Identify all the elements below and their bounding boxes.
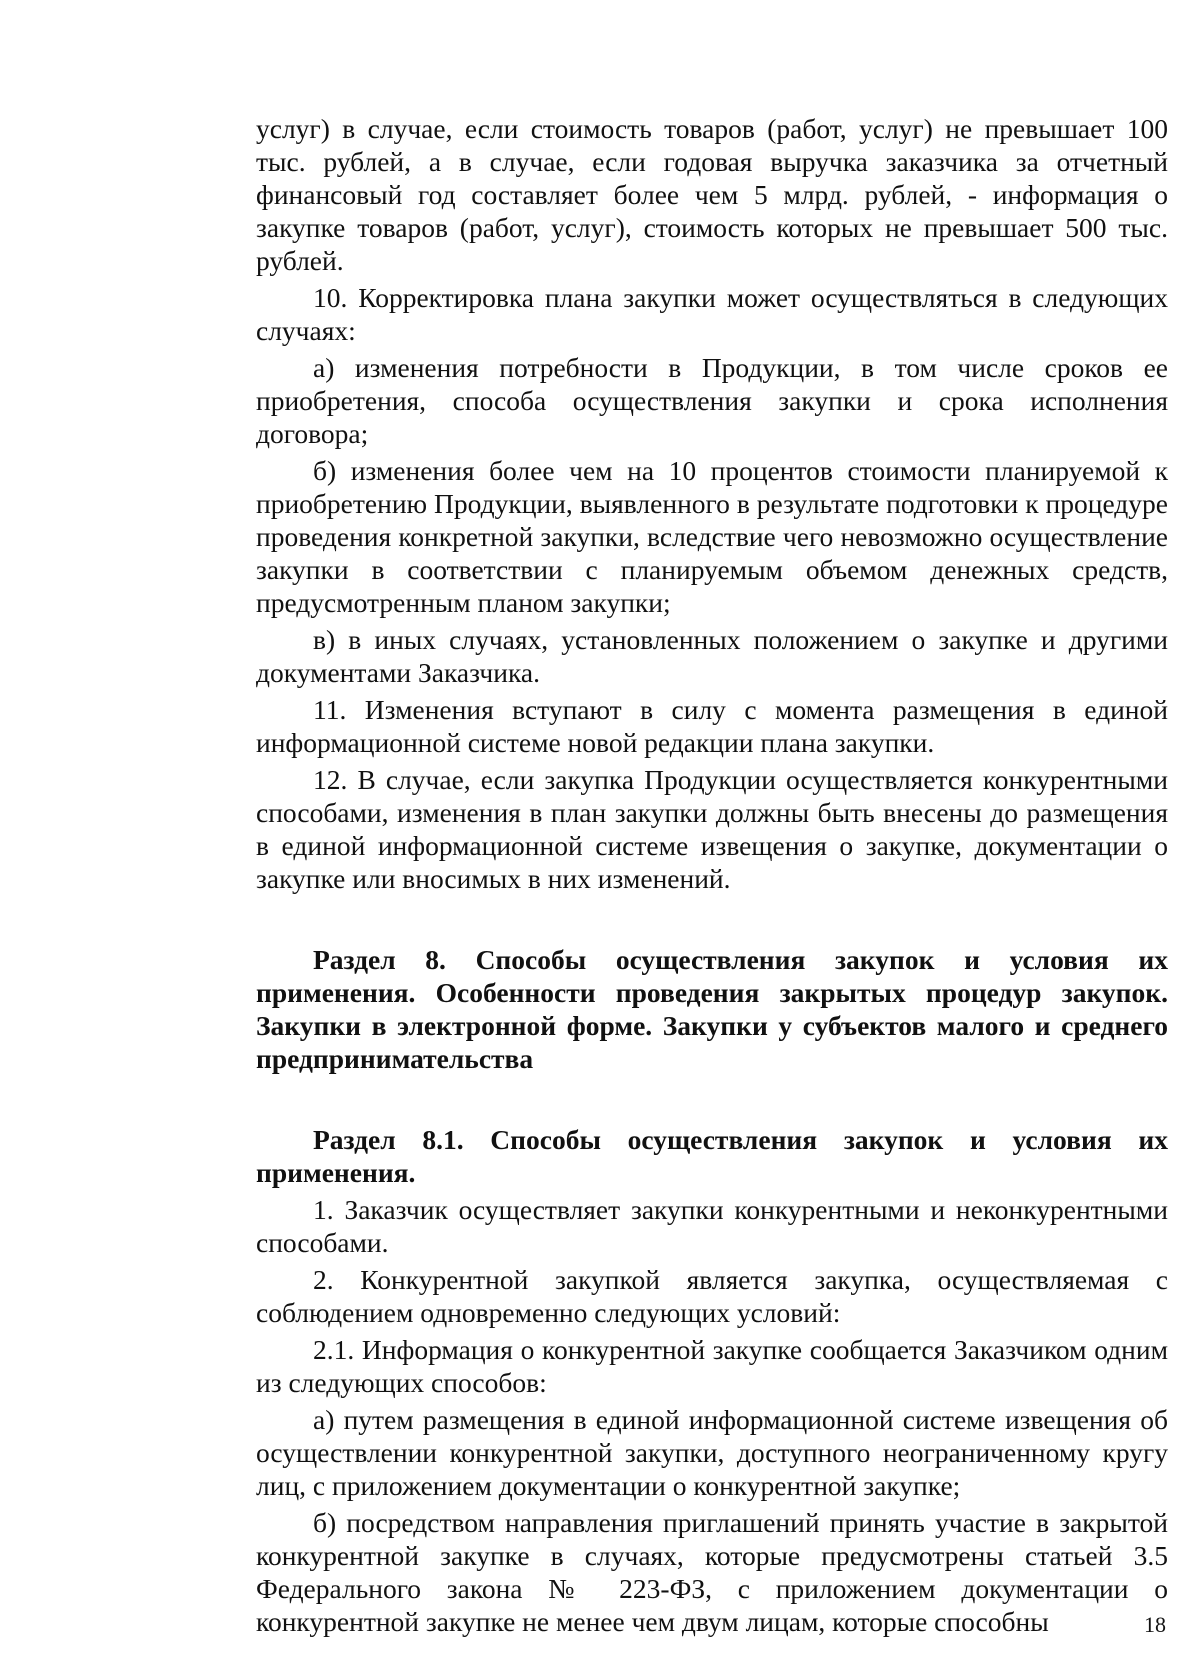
- paragraph-item-2: 2. Конкурентной закупкой является закупка, осуществляемая с соблюдением одновременно следующих условий:: [256, 1264, 1168, 1328]
- paragraph-item-10c: в) в иных случаях, установленных положением о закупке и другими документами Заказчика.: [256, 624, 1168, 688]
- paragraph-item-11: 11. Изменения вступают в силу с момента размещения в единой информационной системе новой редакции плана закупки.: [256, 694, 1168, 758]
- paragraph-continuation: услуг) в случае, если стоимость товаров (работ, услуг) не превышает 100 тыс. рублей, а в случае, если годовая выручка заказчика за отчетный финансовый год составляет более чем 5 млрд. рублей, - информация о закупке товаров (работ, услуг), стоимость которых не превышает 500 тыс. рублей.: [256, 113, 1168, 276]
- paragraph-item-2-1b: б) посредством направления приглашений принять участие в закрытой конкурентной закупке в случаях, которые предусмотрены статьей 3.5 Федерального закона № 223-ФЗ, с приложением документации о конкурентной закупке не менее чем двум лицам, которые способны: [256, 1507, 1168, 1637]
- document-page: [256, 112, 1168, 1642]
- subsection-heading: Раздел 8.1. Способы осуществления закупок и условия их применения.: [256, 1124, 1168, 1188]
- paragraph-item-10b: б) изменения более чем на 10 процентов стоимости планируемой к приобретению Продукции, выявленного в результате подготовки к процедуре проведения конкретной закупки, вследствие чего невозможно осуществление закупки в соответствии с планируемым объемом денежных средств, предусмотренным планом закупки;: [256, 455, 1168, 618]
- paragraph-item-10a: а) изменения потребности в Продукции, в том числе сроков ее приобретения, способа осуществления закупки и срока исполнения договора;: [256, 352, 1168, 449]
- paragraph-item-12: 12. В случае, если закупка Продукции осуществляется конкурентными способами, изменения в план закупки должны быть внесены до размещения в единой информационной системе извещения о закупке, документации о закупке или вносимых в них изменений.: [256, 764, 1168, 894]
- section-heading: Раздел 8. Способы осуществления закупок и условия их применения. Особенности проведения закрытых процедур закупок. Закупки в электронной форме. Закупки у субъектов малого и среднего предпринимательства: [256, 944, 1168, 1074]
- page-number: 18: [1144, 1612, 1166, 1637]
- paragraph-item-2-1: 2.1. Информация о конкурентной закупке сообщается Заказчиком одним из следующих способов:: [256, 1334, 1168, 1398]
- paragraph-item-1: 1. Заказчик осуществляет закупки конкурентными и неконкурентными способами.: [256, 1194, 1168, 1258]
- paragraph-item-10: 10. Корректировка плана закупки может осуществляться в следующих случаях:: [256, 282, 1168, 346]
- paragraph-item-2-1a: а) путем размещения в единой информационной системе извещения об осуществлении конкурентной закупки, доступного неограниченному кругу лиц, с приложением документации о конкурентной закупке;: [256, 1404, 1168, 1501]
